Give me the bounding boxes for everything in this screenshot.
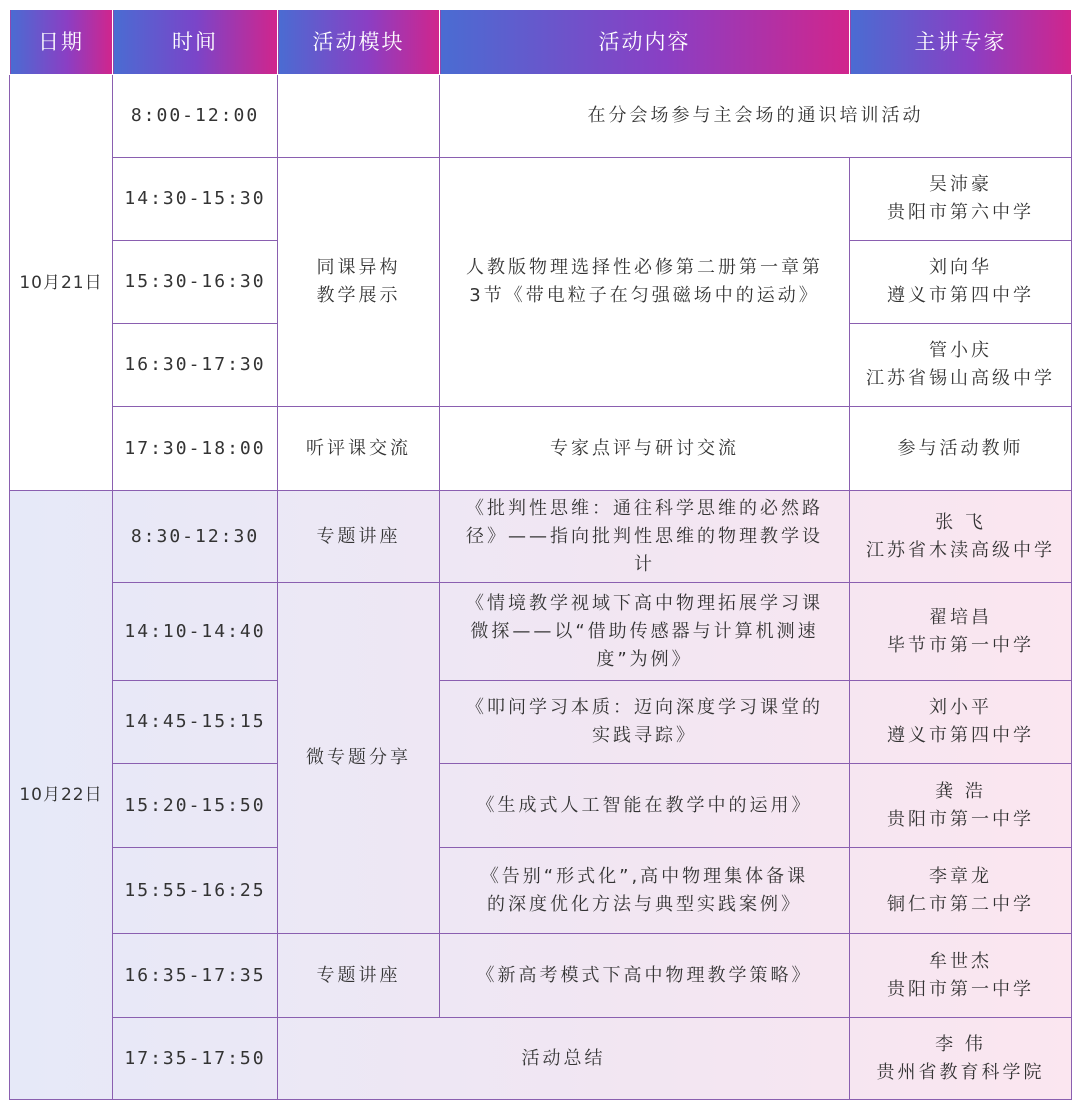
header-time: 时间 [113,10,278,75]
table-row [10,158,1072,241]
module-cell: 专题讲座 [278,491,440,583]
module-cell: 专题讲座 [278,934,440,1018]
table-row [10,1018,1072,1100]
content-line: 《叩问学习本质：迈向深度学习课堂的 [466,697,823,718]
schedule-table [9,9,1072,1100]
content-line: 《生成式人工智能在教学中的运用》 [476,794,813,816]
speaker-org: 贵阳市第六中学 [887,202,1034,223]
table-row [10,491,1072,583]
content-line: 微探——以“借助传感器与计算机测速 [470,620,819,642]
date-cell-day1: 10月21日 [10,75,113,491]
speaker-org: 遵义市第四中学 [887,285,1034,306]
time-cell: 14:10-14:40 [113,583,278,681]
speaker-name: 翟培昌 [929,606,992,628]
time-cell: 16:35-17:35 [113,934,278,1018]
speaker-org: 毕节市第一中学 [887,634,1034,656]
time-cell: 15:55-16:25 [113,848,278,934]
content-line: 《告别“形式化”,高中物理集体备课 [480,865,809,887]
table-row [10,681,1072,764]
content-line: 径》——指向批判性思维的物理教学设 [466,525,823,547]
header-content: 活动内容 [440,10,850,75]
content-line: 《批判性思维：通往科学思维的必然路 [466,497,823,519]
content-cell: 在分会场参与主会场的通识培训活动 [440,75,1072,158]
module-cell [278,158,440,407]
speaker-org: 江苏省木渎高级中学 [866,539,1055,561]
header-speaker: 主讲专家 [850,10,1072,75]
speaker-cell [850,934,1072,1018]
content-line: 3节《带电粒子在匀强磁场中的运动》 [469,285,820,306]
table-row [10,75,1072,158]
module-cell: 微专题分享 [278,583,440,934]
time-cell: 8:00-12:00 [113,75,278,158]
content-cell [440,583,850,681]
header-date: 日期 [10,10,113,75]
module-cell: 听评课交流 [278,407,440,491]
speaker-cell [850,241,1072,324]
module-cell-empty [278,75,440,158]
speaker-name: 吴沛豪 [929,174,992,195]
speaker-org: 江苏省锡山高级中学 [866,368,1055,389]
speaker-cell [850,681,1072,764]
speaker-org: 铜仁市第二中学 [887,893,1034,915]
speaker-cell [850,1018,1072,1100]
content-cell [440,764,850,848]
speaker-name: 李章龙 [929,865,992,887]
speaker-org: 遵义市第四中学 [887,725,1034,746]
content-cell [440,848,850,934]
speaker-name: 刘小平 [929,697,992,718]
content-cell [440,491,850,583]
module-line: 同课异构 [316,257,401,278]
speaker-cell: 参与活动教师 [850,407,1072,491]
time-cell: 17:35-17:50 [113,1018,278,1100]
speaker-name: 管小庆 [929,340,992,361]
content-cell: 专家点评与研讨交流 [440,407,850,491]
time-cell: 16:30-17:30 [113,324,278,407]
speaker-org: 贵阳市第一中学 [887,978,1034,1000]
content-cell [440,158,850,407]
speaker-cell [850,158,1072,241]
header-module: 活动模块 [278,10,440,75]
content-line: 实践寻踪》 [592,725,697,746]
time-cell: 14:45-15:15 [113,681,278,764]
speaker-name: 牟世杰 [929,950,992,972]
schedule-table-wrapper [9,9,1071,1100]
date-cell-day2: 10月22日 [10,491,113,1100]
speaker-org: 贵阳市第一中学 [887,808,1034,830]
content-line: 度”为例》 [596,648,693,670]
speaker-cell [850,848,1072,934]
time-cell: 15:20-15:50 [113,764,278,848]
speaker-cell [850,583,1072,681]
content-cell-merged: 活动总结 [278,1018,850,1100]
content-line: 的深度优化方法与典型实践案例》 [487,893,802,915]
content-line: 人教版物理选择性必修第二册第一章第 [466,257,823,278]
speaker-cell [850,491,1072,583]
header-row [10,10,1072,75]
table-row [10,764,1072,848]
speaker-name: 张 飞 [935,511,986,533]
speaker-org: 贵州省教育科学院 [876,1061,1045,1083]
module-line: 教学展示 [316,285,401,306]
time-cell: 17:30-18:00 [113,407,278,491]
time-cell: 14:30-15:30 [113,158,278,241]
speaker-name: 刘向华 [929,257,992,278]
table-row [10,407,1072,491]
time-cell: 8:30-12:30 [113,491,278,583]
speaker-cell [850,324,1072,407]
table-row [10,934,1072,1018]
content-cell [440,681,850,764]
content-line: 《新高考模式下高中物理教学策略》 [476,964,813,986]
time-cell: 15:30-16:30 [113,241,278,324]
table-row [10,848,1072,934]
content-cell [440,934,850,1018]
table-row [10,583,1072,681]
content-line: 计 [634,553,655,575]
speaker-name: 龚 浩 [935,780,986,802]
speaker-cell [850,764,1072,848]
speaker-name: 李 伟 [935,1033,986,1055]
content-line: 《情境教学视域下高中物理拓展学习课 [466,592,823,614]
